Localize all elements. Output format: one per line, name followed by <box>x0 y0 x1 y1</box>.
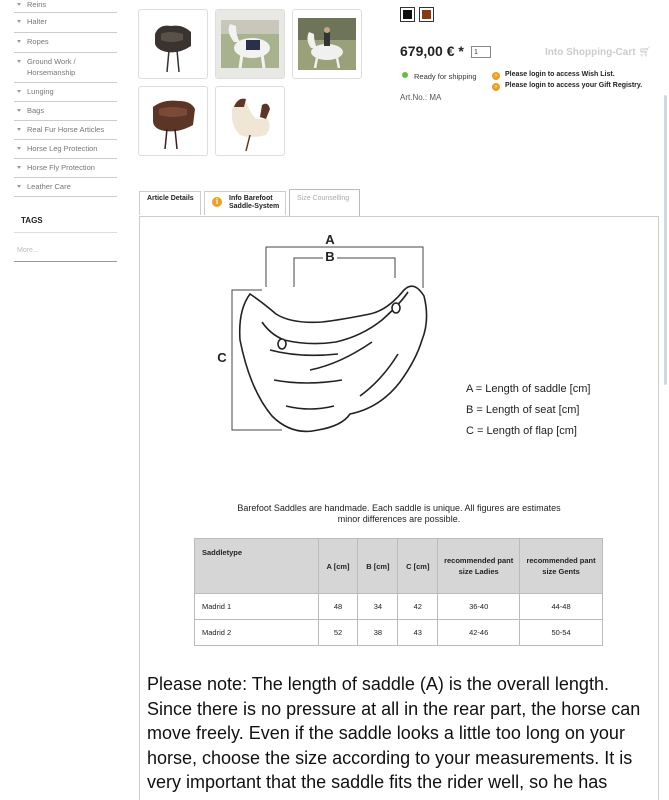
chevron-down-icon <box>17 3 21 6</box>
sidebar-item-label: Horse Fly Protection <box>27 163 95 172</box>
tab-size-counselling[interactable] <box>289 189 360 217</box>
product-thumbnail[interactable] <box>215 86 285 156</box>
table-cell: Madrid 2 <box>195 620 319 646</box>
column-header: C [cm] <box>398 539 438 594</box>
sidebar-item-label: Ground Work / Horsemanship <box>27 57 76 77</box>
divider <box>14 232 117 233</box>
product-thumbnail[interactable] <box>138 9 208 79</box>
tags-more-link[interactable]: More... <box>17 247 39 254</box>
chevron-down-icon <box>17 128 21 131</box>
sidebar-item-label: Horse Leg Protection <box>27 144 98 153</box>
table-cell: 48 <box>318 594 358 620</box>
tab-label: Info Barefoot Saddle-System <box>229 195 280 210</box>
sidebar-item-ropes[interactable] <box>14 36 117 53</box>
tab-article-details[interactable] <box>139 191 201 215</box>
saddle-image <box>139 10 207 78</box>
table-cell: 52 <box>318 620 358 646</box>
table-cell: Madrid 1 <box>195 594 319 620</box>
scrollbar[interactable] <box>664 95 667 385</box>
add-to-cart-button[interactable] <box>545 47 651 58</box>
table-row <box>195 620 603 646</box>
sidebar-item-ground-work[interactable] <box>14 56 117 83</box>
table-cell: 34 <box>358 594 398 620</box>
product-thumbnail[interactable] <box>215 9 285 79</box>
color-swatch-brown[interactable] <box>419 7 434 22</box>
rider-photo <box>293 10 361 78</box>
color-swatch-black[interactable] <box>400 7 415 22</box>
label-a: A <box>325 232 335 247</box>
sidebar-item-label: Lunging <box>27 87 54 96</box>
product-thumbnail[interactable] <box>138 86 208 156</box>
chevron-down-icon <box>17 40 21 43</box>
legend-c: C = Length of flap [cm] <box>466 425 577 437</box>
info-icon: i <box>212 197 222 207</box>
chevron-down-icon <box>17 109 21 112</box>
sidebar-item-label: Ropes <box>27 37 49 46</box>
swatch-fill <box>403 10 412 19</box>
legend-b: B = Length of seat [cm] <box>466 404 580 416</box>
size-table <box>194 538 603 646</box>
gift-registry-login-link[interactable]: Please login to access your Gift Registry. <box>505 82 643 89</box>
column-header: recommended pant size Gents <box>520 539 603 594</box>
chevron-down-icon <box>17 60 21 63</box>
chevron-down-icon <box>17 90 21 93</box>
column-header: recommended pant size Ladies <box>438 539 520 594</box>
handmade-note: Barefoot Saddles are handmade. Each saddle is unique. All figures are estimates <box>237 503 561 513</box>
divider <box>14 261 117 262</box>
arrow-right-icon: › <box>492 72 500 80</box>
table-cell: 36-40 <box>438 594 520 620</box>
handmade-note-line2: minor differences are possible. <box>337 514 461 524</box>
swatch-fill <box>422 10 431 19</box>
quantity-input[interactable]: 1 <box>471 46 491 58</box>
cart-icon: 🛒︎ <box>638 47 652 58</box>
saddle-brown-image <box>139 87 207 155</box>
chevron-down-icon <box>17 147 21 150</box>
article-number: Art.No.: MA <box>400 93 442 102</box>
tab-label: Article Details <box>147 195 194 202</box>
sidebar-item-lunging[interactable] <box>14 86 117 102</box>
sidebar-item-reins[interactable] <box>14 0 117 13</box>
label-b: B <box>325 249 335 264</box>
chevron-down-icon <box>17 185 21 188</box>
column-header: Saddletype <box>195 539 319 594</box>
table-cell: 43 <box>398 620 438 646</box>
table-cell: 50-54 <box>520 620 603 646</box>
legend-a: A = Length of saddle [cm] <box>466 383 591 395</box>
sidebar-item-label: Real Fur Horse Articles <box>27 125 105 134</box>
saddle-fur-image <box>216 87 284 155</box>
sidebar-item-bags[interactable] <box>14 105 117 121</box>
table-row <box>195 594 603 620</box>
table-cell: 38 <box>358 620 398 646</box>
availability-dot-icon <box>402 72 408 78</box>
table-cell: 44-48 <box>520 594 603 620</box>
label-c: C <box>217 350 227 365</box>
table-cell: 42 <box>398 594 438 620</box>
sidebar-item-leg-protection[interactable] <box>14 143 117 159</box>
arrow-right-icon: › <box>492 83 500 91</box>
saddle-size-diagram <box>210 230 440 445</box>
chevron-down-icon <box>17 166 21 169</box>
wishlist-login-link[interactable]: Please login to access Wish List. <box>505 71 615 78</box>
sidebar-item-real-fur[interactable] <box>14 124 117 140</box>
tab-label: Size Counselling <box>297 195 350 202</box>
sidebar-item-halter[interactable] <box>14 16 117 33</box>
tags-heading: TAGS <box>21 216 43 225</box>
sidebar-item-label: Bags <box>27 106 45 115</box>
column-header: B [cm] <box>358 539 398 594</box>
sidebar-item-label: Reins <box>27 0 47 9</box>
table-cell: 42-46 <box>438 620 520 646</box>
saddle-outline <box>240 286 427 431</box>
column-header: A [cm] <box>318 539 358 594</box>
cart-label: Into Shopping-Cart <box>545 47 636 58</box>
sidebar-item-label: Leather Care <box>27 182 71 191</box>
shipping-status: Ready for shipping <box>414 72 477 81</box>
table-header-row <box>195 539 603 594</box>
sidebar-item-label: Halter <box>27 17 48 26</box>
product-thumbnail[interactable] <box>292 9 362 79</box>
please-note-paragraph: Please note: The length of saddle (A) is the overall length. Since there is no pressure at all in the rear part, the horse can move freely. Even if the saddle looks a little too long on your horse, choose the size according to your measurements. It is very important that the saddle fits the rider well, so he has <box>147 674 641 792</box>
product-price: 679,00 € * <box>400 43 464 59</box>
chevron-down-icon <box>17 20 21 23</box>
sidebar-item-fly-protection[interactable] <box>14 162 117 178</box>
tab-info-barefoot[interactable] <box>204 191 286 215</box>
horse-photo <box>216 10 284 78</box>
sidebar-item-leather-care[interactable] <box>14 181 117 197</box>
